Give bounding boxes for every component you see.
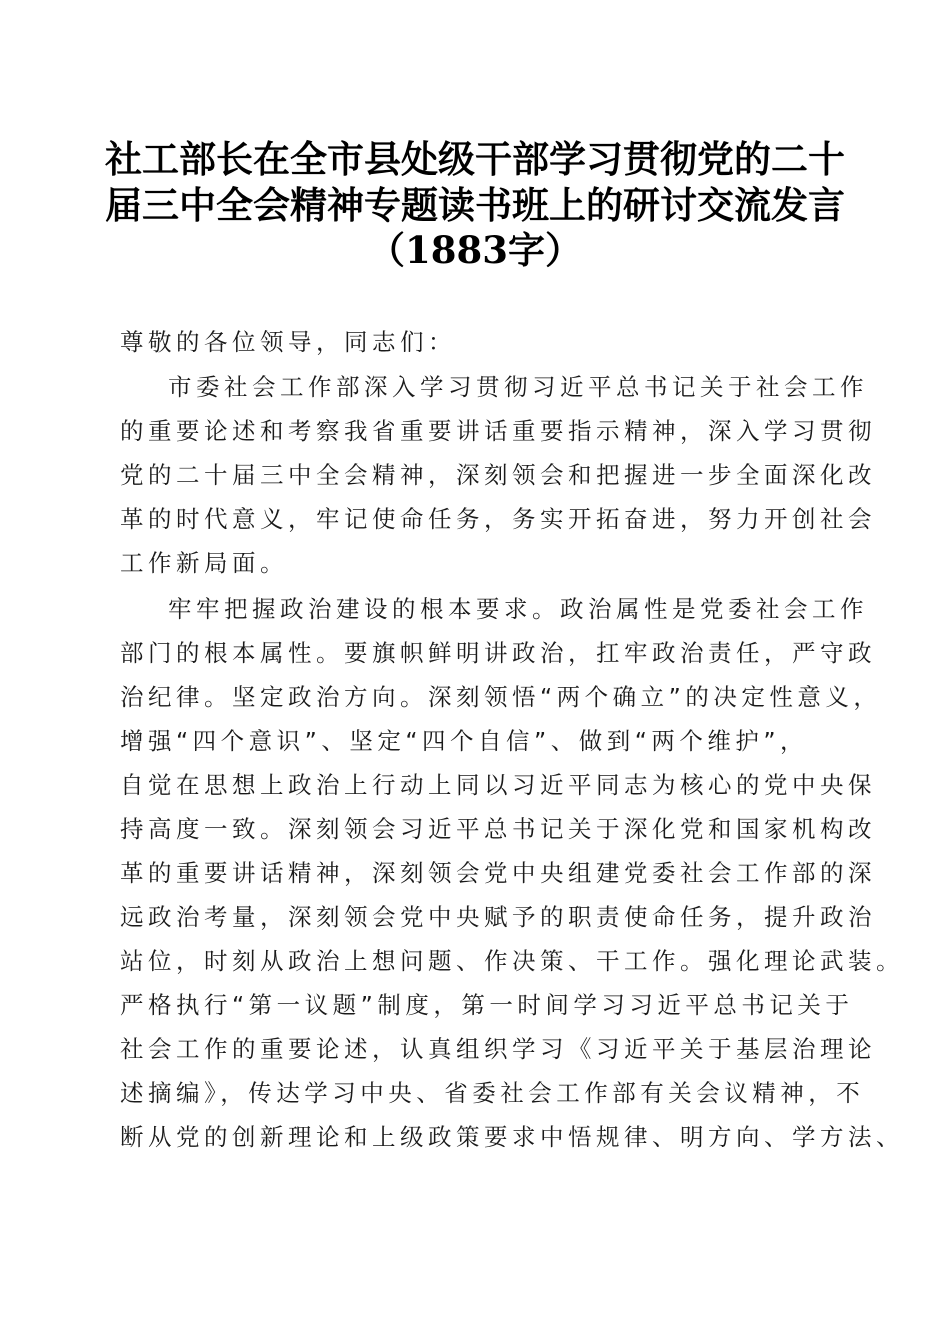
paragraph-2-line-11: 社会工作的重要论述，认真组织学习《习近平关于基层治理论 [120,1035,876,1063]
paragraph-2-line-10: 严格执行“第一议题”制度，第一时间学习习近平总书记关于 [120,991,854,1019]
paragraph-2-line-6: 持高度一致。深刻领会习近平总书记关于深化党和国家机构改 [120,815,876,843]
paragraph-2-line-13: 断从党的创新理论和上级政策要求中悟规律、明方向、学方法、 [120,1123,904,1151]
salutation: 尊敬的各位领导，同志们： [120,328,456,356]
document-title-line-1: 社工部长在全市县处级干部学习贯彻党的二十 [105,137,845,181]
paragraph-2-line-8: 远政治考量，深刻领会党中央赋予的职责使命任务，提升政治 [120,903,876,931]
paragraph-1-line-4: 革的时代意义，牢记使命任务，务实开拓奋进，努力开创社会 [120,505,876,533]
paragraph-1-line-5: 工作新局面。 [120,549,288,577]
paragraph-2-line-9: 站位，时刻从政治上想问题、作决策、干工作。强化理论武装。 [120,947,904,975]
paragraph-2-line-4: 增强“四个意识”、坚定“四个自信”、做到“两个维护”， [120,727,809,755]
paragraph-1-line-1: 市委社会工作部深入学习贯彻习近平总书记关于社会工作 [168,373,868,401]
paragraph-1-line-3: 党的二十届三中全会精神，深刻领会和把握进一步全面深化改 [120,461,876,489]
paragraph-2-line-12: 述摘编》，传达学习中央、省委社会工作部有关会议精神，不 [120,1079,865,1107]
paragraph-2-line-5: 自觉在思想上政治上行动上同以习近平同志为核心的党中央保 [120,771,876,799]
document-title-line-2: 届三中全会精神专题读书班上的研讨交流发言 [105,183,845,227]
paragraph-2-line-3: 治纪律。坚定政治方向。深刻领悟“两个确立”的决定性意义， [120,683,882,711]
paragraph-2-line-1: 牢牢把握政治建设的根本要求。政治属性是党委社会工作 [168,595,868,623]
paragraph-2-line-7: 革的重要讲话精神，深刻领会党中央组建党委社会工作部的深 [120,859,876,887]
document-title-line-3: （1883字） [368,228,582,272]
paragraph-2-line-2: 部门的根本属性。要旗帜鲜明讲政治，扛牢政治责任，严守政 [120,639,876,667]
paragraph-1-line-2: 的重要论述和考察我省重要讲话重要指示精神，深入学习贯彻 [120,417,876,445]
